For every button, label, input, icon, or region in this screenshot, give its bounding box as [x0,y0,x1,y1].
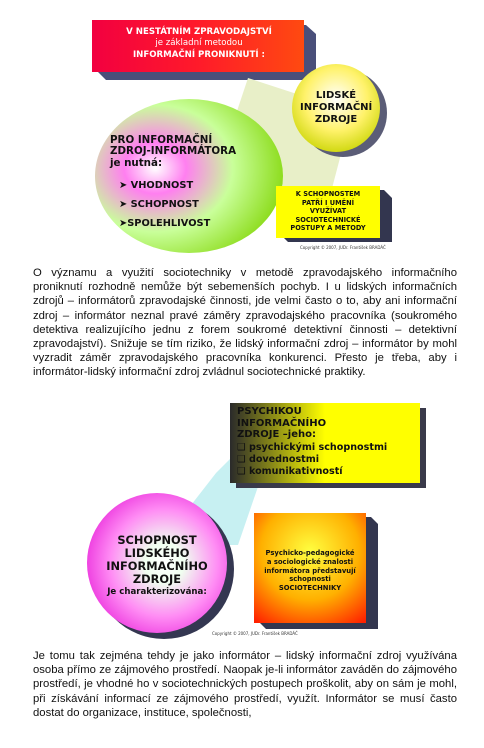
square-text [256,549,364,593]
body-paragraph-2: Je tomu tak zejména tehdy je jako informátor – lidský informační zdroj využívána osoba přímo ze zájmového prostředí. Naopak je-li informátor zaváděn do zájmového prostředí, je vhodné ho v sociotechnických postupech proškolit, aby on sám je mohl, při získávání informací ze zájmového prostředí, využít. Informátor se musí často dostat do organizace, instituce, společnosti, [33,650,457,719]
square-line: schopnosti [289,575,331,584]
small-circle-line: LIDSKÉ [315,90,357,101]
copyright-2: Copyright © 2007, JUDr. František BRADÁČ [212,631,298,636]
checklist [237,442,423,479]
circle-2-subtitle: Je charakterizována: [107,587,207,597]
note-box-text [278,190,378,233]
diagram-sociotechnics-2 [0,395,484,645]
banner-line: INFORMAČNÍ PRONIKNUTÍ : [132,49,265,60]
requirements-list [119,176,239,233]
big-circle-title-line: PRO INFORMAČNÍ [110,134,213,146]
diagram-sociotechnics-1 [0,0,484,262]
requirement-item: ➤ VHODNOST [119,180,194,191]
banner-line: V NESTÁTNÍM ZPRAVODAJSTVÍ [126,27,272,37]
checklist-item [237,442,423,454]
note-line: VYUŽÍVAT [309,207,347,215]
big-circle-title [110,135,270,169]
checklist-heading-line: ZDROJE –jeho: [237,429,316,441]
checklist-item [237,466,423,478]
checklist-item-label: psychickými schopnostmi [248,442,388,453]
small-circle-line: INFORMAČNÍ [300,102,373,113]
circle-2-line: SCHOPNOST [117,533,197,547]
banner-line: je základní metodou [155,38,243,49]
big-circle-title-line: ZDROJ-INFORMÁTORA [110,145,237,158]
checkbox-icon: ❑ [237,442,246,453]
circle-2-text [92,534,222,599]
big-circle-title-line: je nutná: [110,156,163,169]
note-line: POSTUPY A METODY [290,224,366,232]
square-line: informátora představují [264,566,356,575]
copyright-1: Copyright © 2007, JUDr. František BRADÁČ [300,245,386,250]
circle-2-line: INFORMAČNÍHO [106,559,208,573]
square-line: a sociologické znalosti [266,557,354,566]
banner-text [96,27,302,61]
checklist-heading-line: INFORMAČNÍHO [237,417,327,429]
square-line: SOCIOTECHNIKY [278,584,342,593]
checklist-heading [237,406,417,441]
small-circle-line: ZDROJE [314,114,358,125]
checklist-item-label: komunikativností [248,466,343,478]
note-line: PATŘÍ I UMĚNÍ [301,198,355,207]
circle-2-line: LIDSKÉHO [124,546,190,560]
note-line: K SCHOPNOSTEM [295,190,361,198]
note-line: SOCIOTECHNICKÉ [295,215,361,224]
circle-2-line: ZDROJE [132,572,182,586]
square-line: Psychicko-pedagogické [265,549,355,557]
requirement-item: ➤ SCHOPNOST [119,199,199,210]
checklist-item-label: dovednostmi [248,454,320,466]
checkbox-icon: ❑ [237,466,246,478]
checkbox-icon: ❑ [237,454,246,466]
requirement-item: ➤SPOLEHLIVOST [119,218,211,229]
small-circle-text [300,90,372,126]
checklist-item [237,454,423,466]
checklist-heading-line: PSYCHIKOU [237,406,302,417]
body-paragraph-1: O významu a využití sociotechniky v metodě zpravodajského informačního proniknutí rozhodně nemůže být sebemenších pochyb. I u lidských informačních zdrojů – informátorů zpravodajské činnosti, jde velmi často o to, aby ani informační zdroj – informátor neznal pravé záměry zpravodajského pracovníka (soukromého detektiva realizujícího jednu z forem soukromé detektivní činnosti – detektivní zpravodajství). Snižuje se tím riziko, že lidský informační zdroj – informátor by mohl vyzradit záměr zpravodajského pracovníka konkurenci. Přesto je třeba, aby i informátor-lidský informační zdroj zvládnul sociotechnické praktiky. [33,267,457,379]
